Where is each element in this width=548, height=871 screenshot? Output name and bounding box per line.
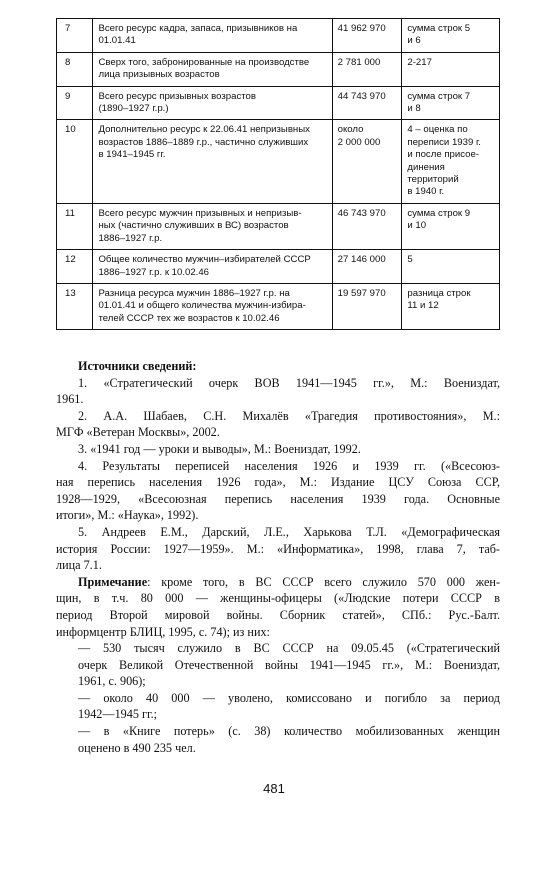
row-description-cell (93, 86, 332, 120)
source-line: 5. Андреев Е.М., Дарский, Л.Е., Харькова Т.Л. «Демографическая (78, 524, 500, 539)
row-value-cell (332, 86, 402, 120)
row-number-cell: 8 (57, 52, 93, 86)
row-value-cell (332, 52, 402, 86)
row-note-cell (402, 19, 500, 53)
row-value-cell (332, 250, 402, 284)
row-description-cell (93, 120, 332, 203)
note-bullets (56, 640, 500, 756)
row-value-cell-line: 27 146 000 (337, 254, 386, 266)
source-line: лица 7.1. (56, 558, 102, 573)
row-number-cell: 9 (57, 86, 93, 120)
row-number-cell: 7 (57, 19, 93, 53)
row-description-cell (93, 52, 332, 86)
row-description-cell (93, 203, 332, 249)
source-line: 4. Результаты переписей населения 1926 и 1939 гг. («Всесоюз- (78, 458, 500, 473)
row-description-cell-line: лица призывных возрастов (98, 69, 220, 81)
row-note-cell-line: сумма строк 9 (407, 207, 471, 219)
source-item (56, 408, 500, 441)
source-line: 3. «1941 год — уроки и выводы», М.: Воениздат, 1992. (78, 441, 361, 456)
row-value-cell-line: 41 962 970 (337, 23, 386, 34)
table-row (57, 283, 500, 329)
row-description-cell-line: Всего ресурс мужчин призывных и непризыв- (98, 207, 302, 219)
row-note-cell-line: 2-217 (407, 56, 432, 68)
page-number: 481 (263, 781, 285, 796)
source-line: история России: 1927—1959». М.: «Информатика», 1998, глава 7, таб- (56, 541, 500, 556)
row-description-cell-line: Общее количество мужчин–избирателей СССР (98, 254, 311, 266)
table-row (57, 120, 500, 203)
note-bullet-line: — 530 тысяч служило в ВС СССР на 09.05.45 («Стратегический (78, 641, 500, 656)
sources-heading: Источники сведений: (78, 359, 197, 373)
row-note-cell-line: переписи 1939 г. (407, 136, 481, 148)
sources-section (56, 358, 500, 756)
source-line: 1. «Стратегический очерк ВОВ 1941—1945 гг.», М.: Воениздат, (78, 375, 500, 390)
table-row (57, 203, 500, 249)
sources-list (56, 375, 500, 574)
note-line: информцентр БЛИЦ, 1995, с. 74); из них: (56, 624, 270, 639)
source-item (56, 524, 500, 574)
row-description-cell-line: 1886–1927 г.р. к 10.02.46 (98, 266, 210, 278)
row-description-cell-line: (1890–1927 г.р.) (98, 103, 169, 115)
row-description-cell-line: в 1941–1945 гг. (98, 149, 166, 161)
row-note-cell (402, 86, 500, 120)
row-value-cell-line: 2 000 000 (337, 136, 381, 148)
row-description-cell-line: Сверх того, забронированные на производстве (98, 56, 310, 68)
row-note-cell-line: и после присое- (407, 149, 479, 161)
row-note-cell-line: территорий (407, 174, 459, 186)
row-description-cell-line: Всего ресурс кадра, запаса, призывников на (98, 23, 298, 34)
row-value-cell-line: 44 743 970 (337, 90, 386, 102)
row-description-cell-line: Разница ресурса мужчин 1886–1927 г.р. на (98, 287, 290, 299)
note-bullet-line: 1961, с. 906); (78, 674, 146, 689)
row-note-cell (402, 250, 500, 284)
statistics-table-container (56, 18, 500, 330)
row-value-cell-line: около (337, 124, 364, 136)
note-bullet-item (56, 690, 500, 723)
note-bullet-line: — около 40 000 — уволено, комиссовано и погибло за период (78, 690, 500, 705)
source-line: ная перепись населения 1926 года», М.: Издание ЦСУ Союза ССР, (56, 475, 500, 490)
row-description-cell (93, 283, 332, 329)
row-note-cell-line: динения (407, 161, 445, 173)
row-note-cell (402, 52, 500, 86)
row-note-cell-line: сумма строк 7 (407, 90, 471, 102)
row-description-cell-line: Дополнительно ресурс к 22.06.41 непризывных (98, 124, 310, 136)
row-number-cell: 10 (57, 120, 93, 203)
note-bullet-line: очерк Великой Отечественной войны 1941—1945 гг.», М.: Воениздат, (78, 657, 500, 672)
row-value-cell (332, 203, 402, 249)
row-value-cell (332, 120, 402, 203)
row-value-cell (332, 283, 402, 329)
row-description-cell-line: телей СССР тех же возрастов к 10.02.46 (98, 312, 280, 324)
statistics-table (56, 18, 500, 330)
note-bullet-line: 1942—1945 гг.; (78, 707, 158, 722)
note-first-line (56, 574, 500, 591)
note-bullet-item (56, 640, 500, 690)
row-description-cell (93, 250, 332, 284)
row-note-cell-line: разница строк (407, 287, 471, 299)
row-description-cell-line: 01.01.41 (98, 35, 136, 47)
row-note-cell (402, 120, 500, 203)
source-item (56, 458, 500, 524)
row-number-cell: 12 (57, 250, 93, 284)
row-note-cell-line: сумма строк 5 (407, 23, 471, 34)
row-description-cell-line: ных (частично служивших в ВС) возрастов (98, 220, 289, 232)
source-item (56, 441, 500, 458)
source-line: 2. А.А. Шабаев, С.Н. Михалёв «Трагедия противостояния», М.: (78, 408, 500, 423)
source-item (56, 375, 500, 408)
row-note-cell-line: в 1940 г. (407, 186, 445, 198)
row-note-cell-line: и 10 (407, 220, 427, 232)
row-note-cell-line: и 6 (407, 35, 421, 47)
row-description-cell (93, 19, 332, 53)
note-bullet-line: оценено в 490 235 чел. (78, 740, 196, 755)
row-value-cell-line: 46 743 970 (337, 207, 386, 219)
table-body (57, 19, 500, 330)
row-value-cell-line: 2 781 000 (337, 56, 381, 68)
row-description-cell-line: 1886–1927 г.р. (98, 232, 163, 244)
note-bullet-item (56, 723, 500, 756)
row-number-cell: 11 (57, 203, 93, 249)
table-row (57, 52, 500, 86)
source-line: МГФ «Ветеран Москвы», 2002. (56, 425, 220, 440)
row-note-cell-line: 4 – оценка по (407, 124, 468, 136)
source-line: 1961. (56, 392, 84, 407)
row-note-cell-line: и 8 (407, 103, 421, 115)
note-line: : кроме того, в ВС СССР всего служило 570 000 жен- (147, 574, 500, 589)
row-note-cell (402, 203, 500, 249)
source-line: 1928—1929, «Всесоюзная перепись населения 1939 года. Основные (56, 491, 500, 506)
row-description-cell-line: Всего ресурс призывных возрастов (98, 90, 256, 102)
row-value-cell-line: 19 597 970 (337, 287, 386, 299)
note-line: щин, в т.ч. 80 000 — женщины-офицеры («Людские потери СССР в (56, 591, 500, 606)
note-line: период Второй мировой войны. Сборник статей», СПб.: Рус.-Балт. (56, 607, 500, 622)
table-row (57, 19, 500, 53)
row-description-cell-line: 01.01.41 и общего количества мужчин-избира- (98, 300, 306, 312)
source-line: итоги», М.: «Наука», 1992). (56, 508, 199, 523)
row-description-cell-line: возрастов 1886–1889 г.р., частично служивших (98, 136, 309, 148)
note-bullet-line: — в «Книге потерь» (с. 38) количество мобилизованных женщин (78, 724, 500, 739)
row-note-cell-line: 11 и 12 (407, 300, 439, 312)
row-number-cell: 13 (57, 283, 93, 329)
note-paragraph (56, 574, 500, 640)
table-row (57, 86, 500, 120)
row-note-cell-line: 5 (407, 254, 413, 266)
note-label: Примечание (78, 574, 148, 589)
row-value-cell (332, 19, 402, 53)
table-row (57, 250, 500, 284)
row-note-cell (402, 283, 500, 329)
